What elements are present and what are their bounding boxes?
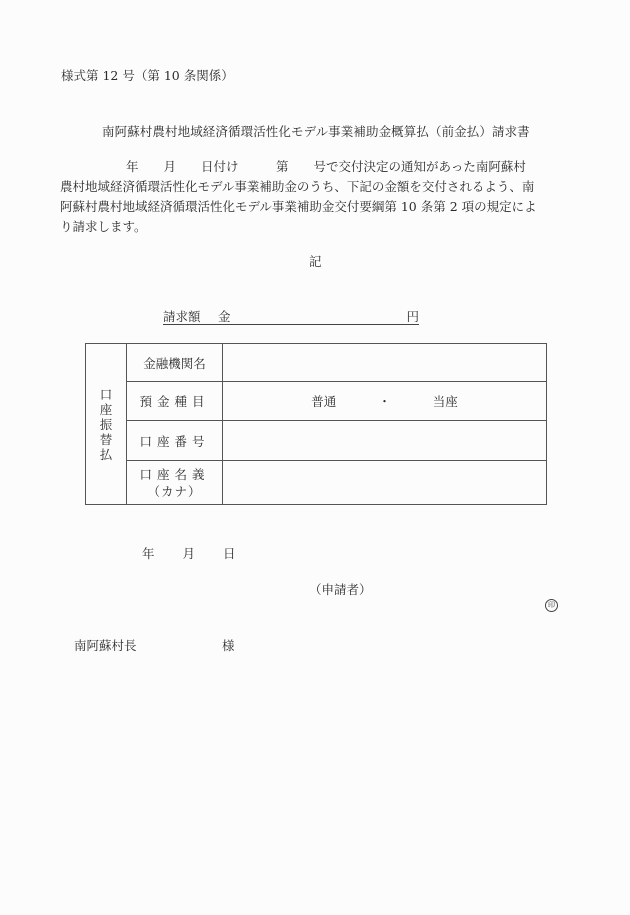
side-char: 替 (99, 431, 113, 447)
account-number-field[interactable] (223, 421, 547, 461)
side-char: 座 (99, 401, 113, 417)
account-holder-label-kana: （カナ） (147, 483, 202, 499)
request-amount-field[interactable] (163, 307, 419, 325)
statement-line-4: り請求します。 (60, 219, 147, 234)
account-number-label: 口座番号 (127, 421, 223, 461)
bank-name-field[interactable] (223, 344, 547, 382)
addressee-honorific: 様 (222, 638, 235, 653)
deposit-option-ordinary[interactable]: 普通 (311, 394, 337, 409)
bank-name-label: 金融機関名 (127, 344, 223, 382)
account-holder-label-main: 口座名義 (139, 466, 210, 482)
side-char: 口 (99, 386, 113, 402)
account-holder-label (127, 461, 223, 505)
request-amount-unit: 円 (406, 309, 419, 324)
table-row-deposit-type (86, 382, 547, 421)
statement-line-2: 農村地域経済循環活性化モデル事業補助金のうち、下記の金額を交付されるよう、南 (60, 179, 535, 194)
deposit-type-label: 預金種目 (127, 382, 223, 421)
seal-icon: 印 (545, 599, 558, 612)
addressee (74, 636, 235, 654)
form-number: 様式第 12 号（第 10 条関係） (61, 68, 234, 83)
table-row-account-number (86, 421, 547, 461)
side-char: 振 (99, 416, 113, 432)
date-month: 月 (182, 546, 196, 561)
table-row-bank-name (86, 344, 547, 382)
deposit-option-separator: ・ (378, 394, 391, 409)
statement-line-1: 年 月 日付け 第 号で交付決定の通知があった南阿蘇村 (126, 159, 526, 174)
deposit-option-current[interactable]: 当座 (432, 394, 458, 409)
statement-line-3: 阿蘇村農村地域経済循環活性化モデル事業補助金交付要綱第 10 条第 2 項の規定によ (60, 199, 537, 214)
addressee-name: 南阿蘇村長 (74, 638, 137, 653)
side-char: 払 (99, 446, 113, 462)
account-holder-field[interactable] (223, 461, 547, 505)
ki-heading: 記 (309, 254, 322, 269)
request-amount-label: 請求額 (163, 309, 201, 324)
request-amount-prefix: 金 (218, 309, 231, 324)
bank-account-table (85, 343, 547, 505)
table-row-account-holder (86, 461, 547, 505)
deposit-type-field[interactable] (223, 382, 547, 421)
account-transfer-side-label (86, 344, 127, 505)
request-statement (60, 157, 580, 237)
applicant-label: （申請者） (309, 582, 372, 597)
document-title: 南阿蘇村農村地域経済循環活性化モデル事業補助金概算払（前金払）請求書 (102, 124, 530, 139)
date-year: 年 (142, 546, 155, 561)
date-day: 日 (223, 546, 236, 561)
date-line[interactable] (142, 544, 236, 562)
